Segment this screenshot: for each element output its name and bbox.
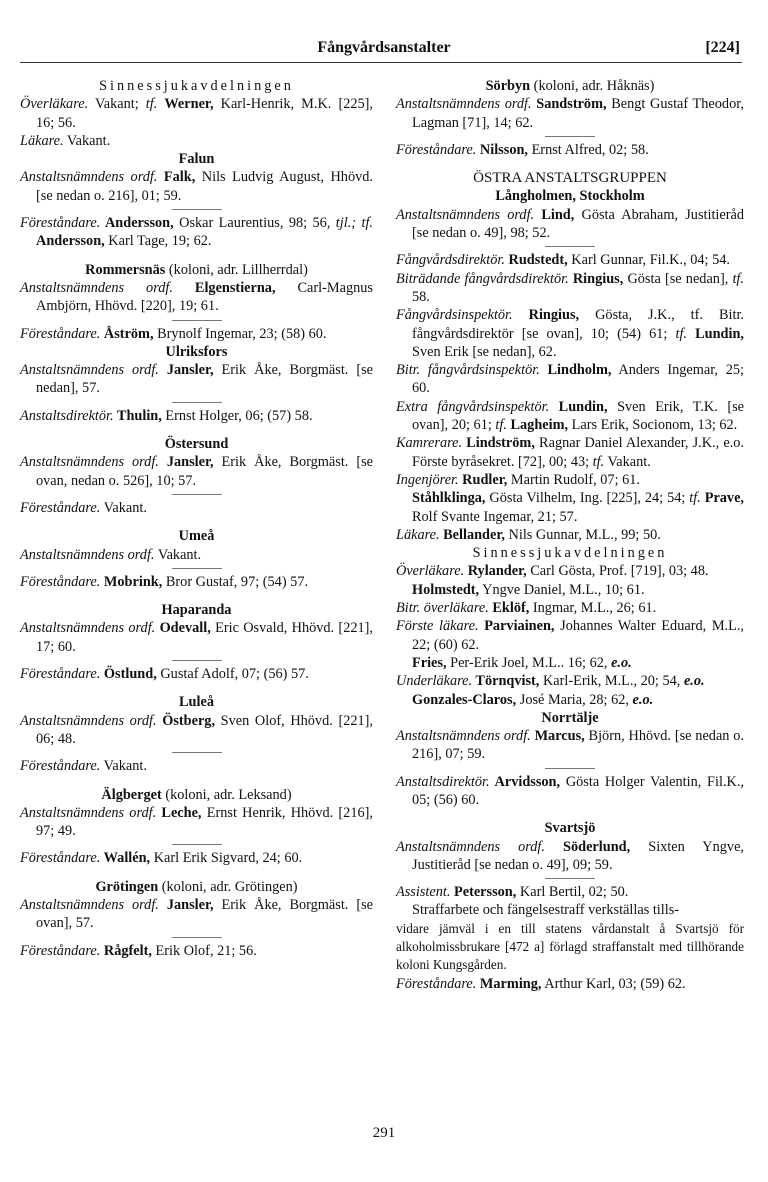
- institution-heading: Rommersnäs (koloni, adr. Lillherrdal): [85, 261, 308, 278]
- entry: Anstaltsnämndens ordf. Jansler, Erik Åke, Borgmäst. [se ovan, nedan o. 526], 10; 57.: [20, 454, 374, 489]
- divider: [172, 568, 222, 569]
- divider: [172, 844, 222, 845]
- entry: Anstaltsnämndens ordf. Odevall, Eric Osvald, Hhövd. [221], 17; 60.: [20, 620, 373, 655]
- note-paragraph: Straffarbete och fängelsestraff verkställas tills-: [412, 902, 680, 919]
- entry: Anstaltsnämndens ordf. Marcus, Björn, Hhövd. [se nedan o. 216], 07; 59.: [396, 728, 744, 763]
- entry: Anstaltsnämndens ordf. Sandström, Bengt Gustaf Theodor, Lagman [71], 14; 62.: [396, 96, 744, 131]
- divider: [172, 494, 222, 495]
- entry: Överläkare. Vakant; tf. Werner, Karl-Henrik, M.K. [225], 16; 56.: [20, 96, 374, 131]
- entry: Anstaltsdirektör. Thulin, Ernst Holger, 06; (57) 58.: [20, 407, 313, 424]
- left-column: [20, 77, 373, 960]
- entry: Fångvårdsinspektör. Ringius, Gösta, J.K., tf. Bitr. fångvårdsdirektör [se ovan], 10; (54) 61; tf. Lundin, Sven Erik [se nedan], 62.: [396, 307, 744, 360]
- header-rule: [20, 62, 742, 63]
- institution-heading: Grötingen (koloni, adr. Grötingen): [95, 878, 298, 895]
- entry: Anstaltsnämndens ordf. Söderlund, Sixten Yngve, Justitieråd [se nedan o. 49], 09; 59.: [396, 838, 744, 873]
- entry: Ingenjörer. Rudler, Martin Rudolf, 07; 61.: [396, 471, 640, 488]
- entry: Extra fångvårdsinspektör. Lundin, Sven Erik, T.K. [se ovan], 20; 61; tf. Lagheim, Lars Erik, Socionom, 13; 62.: [396, 398, 744, 434]
- entry: Föreståndare. Mobrink, Bror Gustaf, 97; (54) 57.: [20, 573, 309, 590]
- entry: Föreståndare. Marming, Arthur Karl, 03; (59) 62.: [396, 975, 686, 992]
- entry: Fries, Per-Erik Joel, M.L.. 16; 62, e.o.: [412, 654, 632, 671]
- entry: Kamrerare. Lindström, Ragnar Daniel Alexander, J.K., e.o. Förste byråsekret. [72], 00; 43; tf. Vakant.: [396, 435, 744, 470]
- entry: Anstaltsnämndens ordf. Östberg, Sven Olof, Hhövd. [221], 06; 48.: [20, 712, 373, 747]
- entry: Anstaltsnämndens ordf. Jansler, Erik Åke, Borgmäst. [se nedan], 57.: [20, 362, 374, 397]
- institution-heading: Umeå: [178, 528, 215, 545]
- institution-heading: Haparanda: [161, 602, 232, 619]
- entry: Underläkare. Törnqvist, Karl-Erik, M.L., 20; 54, e.o.: [396, 673, 705, 690]
- entry: Ståhlklinga, Gösta Vilhelm, Ing. [225], 24; 54; tf. Prave, Rolf Svante Ingemar, 21; 57.: [412, 490, 745, 525]
- entry: Läkare. Vakant.: [20, 132, 111, 149]
- institution-heading: Sörbyn (koloni, adr. Håknäs): [485, 78, 655, 94]
- institution-heading: Älgberget (koloni, adr. Leksand): [101, 786, 292, 803]
- entry: Assistent. Petersson, Karl Bertil, 02; 50.: [396, 884, 629, 901]
- entry: Anstaltsdirektör. Arvidsson, Gösta Holger Valentin, Fil.K., 05; (56) 60.: [396, 773, 744, 808]
- divider: [172, 402, 222, 403]
- entry: Föreståndare. Vakant.: [20, 758, 147, 775]
- institution-heading: Svartsjö: [544, 820, 596, 837]
- entry: Bitr. överläkare. Eklöf, Ingmar, M.L., 26; 61.: [396, 600, 657, 617]
- divider: [545, 136, 595, 137]
- entry: Föreståndare. Nilsson, Ernst Alfred, 02; 58.: [396, 141, 649, 158]
- section-title: Sinnessjukavdelningen: [99, 78, 294, 94]
- entry: Holmstedt, Yngve Daniel, M.L., 10; 61.: [412, 581, 645, 598]
- entry: Föreståndare. Vakant.: [20, 499, 147, 516]
- entry: Läkare. Bellander, Nils Gunnar, M.L., 99; 50.: [396, 526, 661, 543]
- institution-heading: Falun: [178, 151, 215, 168]
- entry: Föreståndare. Östlund, Gustaf Adolf, 07; (56) 57.: [20, 666, 309, 683]
- divider: [172, 937, 222, 938]
- divider: [545, 878, 595, 879]
- entry: Föreståndare. Rågfelt, Erik Olof, 21; 56.: [20, 942, 257, 959]
- divider: [172, 660, 222, 661]
- page-number: 291: [372, 1125, 396, 1141]
- right-column: [396, 77, 744, 993]
- entry: Överläkare. Rylander, Carl Gösta, Prof. [719], 03; 48.: [396, 563, 709, 580]
- institution-heading: Långholmen, Stockholm: [495, 188, 645, 205]
- section-title: Sinnessjukavdelningen: [472, 545, 668, 562]
- entry: Anstaltsnämndens ordf. Vakant.: [20, 546, 202, 563]
- divider: [172, 320, 222, 321]
- entry: Anstaltsnämndens ordf. Elgenstierna, Carl-Magnus Ambjörn, Hhövd. [220], 19; 61.: [20, 279, 373, 315]
- entry: Förste läkare. Parviainen, Johannes Walter Eduard, M.L., 22; (60) 62.: [396, 618, 744, 653]
- institution-heading: Norrtälje: [541, 709, 599, 726]
- institution-heading: Östersund: [164, 436, 229, 453]
- page-reference: [224]: [705, 39, 740, 56]
- running-title: Fångvårdsanstalter: [317, 39, 451, 56]
- entry: Anstaltsnämndens ordf. Leche, Ernst Henrik, Hhövd. [216], 97; 49.: [20, 804, 373, 840]
- entry: Biträdande fångvårdsdirektör. Ringius, Gösta [se nedan], tf. 58.: [396, 270, 744, 305]
- divider: [545, 246, 595, 247]
- entry: Föreståndare. Andersson, Oskar Laurentius, 98; 56, tjl.; tf. Andersson, Karl Tage, 19; 62.: [20, 215, 373, 250]
- note-paragraph-cont: vidare jämväl i en till statens vårdanstalt å Svartsjö för alkoholmissbrukare [472 a] förlagd straffanstalt med tillhörande koloni Kungsgården.: [396, 920, 744, 973]
- divider: [172, 752, 222, 753]
- entry: Anstaltsnämndens ordf. Lind, Gösta Abraham, Justitieråd [se nedan o. 49], 98; 52.: [396, 206, 744, 242]
- entry: Anstaltsnämndens ordf. Falk, Nils Ludvig August, Hhövd. [se nedan o. 216], 01; 59.: [20, 169, 373, 204]
- running-header: [0, 36, 768, 60]
- group-title: ÖSTRA ANSTALTSGRUPPEN: [473, 170, 667, 187]
- entry: Anstaltsnämndens ordf. Jansler, Erik Åke, Borgmäst. [se ovan], 57.: [20, 896, 374, 932]
- divider: [172, 209, 222, 210]
- entry: Bitr. fångvårdsinspektör. Lindholm, Anders Ingemar, 25; 60.: [396, 362, 744, 397]
- institution-heading: Luleå: [179, 694, 214, 711]
- entry: Föreståndare. Wallén, Karl Erik Sigvard, 24; 60.: [20, 850, 303, 867]
- institution-heading: Ulriksfors: [165, 343, 228, 360]
- entry: Fångvårdsdirektör. Rudstedt, Karl Gunnar, Fil.K., 04; 54.: [396, 252, 730, 269]
- entry: Föreståndare. Åström, Brynolf Ingemar, 23; (58) 60.: [20, 325, 327, 342]
- entry: Gonzales-Claros, José Maria, 28; 62, e.o.: [412, 691, 654, 708]
- divider: [545, 768, 595, 769]
